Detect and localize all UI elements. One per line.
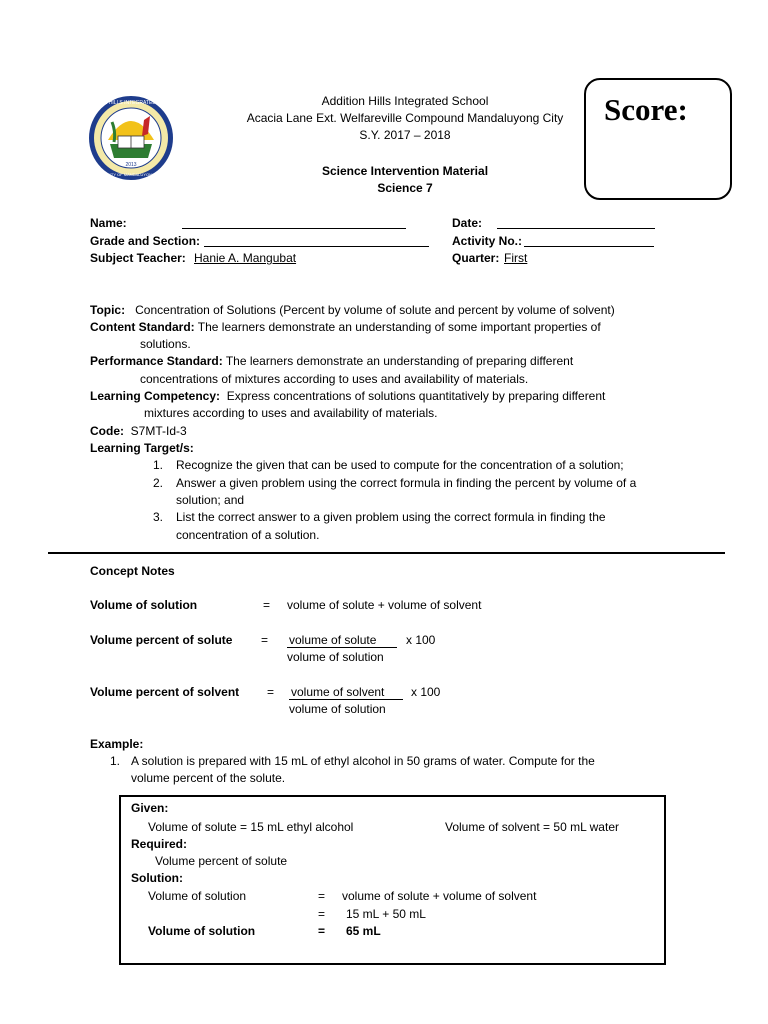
step-1-rhs: volume of solute + volume of solvent <box>342 889 537 903</box>
step-3-equals: = <box>318 924 326 938</box>
formula-2-denominator: volume of solution <box>287 650 384 664</box>
quarter-value: First <box>504 251 528 265</box>
target-1-line-1: Recognize the given that can be used to compute for the concentration of a solution; <box>176 458 624 472</box>
target-3-num: 3. <box>153 510 164 524</box>
activity-no-label: Activity No.: <box>452 234 523 248</box>
date-field[interactable] <box>497 228 655 229</box>
target-1-num: 1. <box>153 458 164 472</box>
school-year: S.Y. 2017 – 2018 <box>359 128 451 142</box>
concept-notes-heading: Concept Notes <box>90 564 175 578</box>
formula-2-numerator: volume of solute <box>287 633 397 648</box>
performance-standard-text-1: The learners demonstrate an understanding of preparing different <box>225 354 574 368</box>
name-label: Name: <box>90 216 127 230</box>
grade-section-field[interactable] <box>204 246 429 247</box>
target-2-line-1: Answer a given problem using the correct formula in finding the percent by volume of a <box>176 476 637 490</box>
given-label: Given: <box>131 801 169 815</box>
performance-standard-label: Performance Standard: <box>90 354 223 368</box>
formula-2-equals: = <box>261 633 269 647</box>
content-standard-label: Content Standard: <box>90 320 195 334</box>
step-2-rhs: 15 mL + 50 mL <box>346 907 426 921</box>
code-line <box>90 424 187 438</box>
name-field[interactable] <box>182 228 406 229</box>
target-2-num: 2. <box>153 476 164 490</box>
quarter-label: Quarter: <box>452 251 500 265</box>
required-value: Volume percent of solute <box>155 854 288 868</box>
school-name: Addition Hills Integrated School <box>321 94 489 108</box>
content-standard-line <box>90 320 601 334</box>
material-title: Science Intervention Material <box>321 164 489 178</box>
formula-1-label: Volume of solution <box>90 598 198 612</box>
formula-3-multiplier: x 100 <box>411 685 441 699</box>
code-value: S7MT-Id-3 <box>130 424 187 438</box>
logo-ring-text: ADDITION HILLS INTEGRATED SCHOOL <box>88 100 174 106</box>
subject-title: Science 7 <box>377 181 433 195</box>
formula-2-label: Volume percent of solute <box>90 633 233 647</box>
example-problem-2: volume percent of the solute. <box>131 771 286 785</box>
logo-bottom-text: CITY OF MANDALUYONG <box>106 172 156 177</box>
given-solute: Volume of solute = 15 mL ethyl alcohol <box>148 820 354 834</box>
target-3-line-2: concentration of a solution. <box>176 528 320 542</box>
formula-1-equals: = <box>263 598 271 612</box>
learning-targets-label: Learning Target/s: <box>90 441 194 455</box>
step-1-equals: = <box>318 889 326 903</box>
competency-text-1: Express concentrations of solutions quantitatively by preparing different <box>226 389 606 403</box>
topic-text: Concentration of Solutions (Percent by volume of solute and percent by volume of solvent) <box>135 303 615 317</box>
topic-label: Topic: <box>90 303 126 317</box>
logo-year: 2013 <box>125 162 137 168</box>
topic-line <box>90 303 615 317</box>
competency-text-2: mixtures according to uses and availability of materials. <box>144 406 438 420</box>
score-box <box>584 78 732 200</box>
step-3-rhs: 65 mL <box>346 924 381 938</box>
content-standard-text-1: The learners demonstrate an understanding of some important properties of <box>197 320 601 334</box>
required-label: Required: <box>131 837 188 851</box>
score-label: Score: <box>604 92 688 127</box>
grade-section-label: Grade and Section: <box>90 234 201 248</box>
code-label: Code: <box>90 424 124 438</box>
example-heading: Example: <box>90 737 144 751</box>
formula-2-multiplier: x 100 <box>406 633 436 647</box>
formula-1-rhs: volume of solute + volume of solvent <box>287 598 482 612</box>
step-2-equals: = <box>318 907 326 921</box>
activity-no-field[interactable] <box>524 246 654 247</box>
school-logo <box>88 92 174 184</box>
competency-line <box>90 389 605 403</box>
subject-teacher-value: Hanie A. Mangubat <box>194 251 297 265</box>
example-problem-1: A solution is prepared with 15 mL of ethyl alcohol in 50 grams of water. Compute for the <box>131 754 595 768</box>
subject-teacher-label: Subject Teacher: <box>90 251 186 265</box>
formula-3-numerator: volume of solvent <box>289 685 403 700</box>
performance-standard-line <box>90 354 573 368</box>
example-num: 1. <box>110 754 121 768</box>
formula-3-denominator: volume of solution <box>289 702 386 716</box>
content-standard-text-2: solutions. <box>140 337 191 351</box>
given-solvent: Volume of solvent = 50 mL water <box>445 820 619 834</box>
solution-label: Solution: <box>131 871 183 885</box>
formula-3-equals: = <box>267 685 275 699</box>
target-3-line-1: List the correct answer to a given problem using the correct formula in finding the <box>176 510 606 524</box>
competency-label: Learning Competency: <box>90 389 221 403</box>
formula-3-fraction <box>289 685 403 716</box>
step-3-label: Volume of solution <box>148 924 256 938</box>
date-label: Date: <box>452 216 483 230</box>
school-address: Acacia Lane Ext. Welfareville Compound Mandaluyong City <box>246 111 564 125</box>
target-2-line-2: solution; and <box>176 493 245 507</box>
step-1-label: Volume of solution <box>148 889 247 903</box>
performance-standard-text-2: concentrations of mixtures according to uses and availability of materials. <box>140 372 529 386</box>
section-divider <box>48 552 725 554</box>
formula-3-label: Volume percent of solvent <box>90 685 240 699</box>
formula-2-fraction <box>287 633 397 664</box>
